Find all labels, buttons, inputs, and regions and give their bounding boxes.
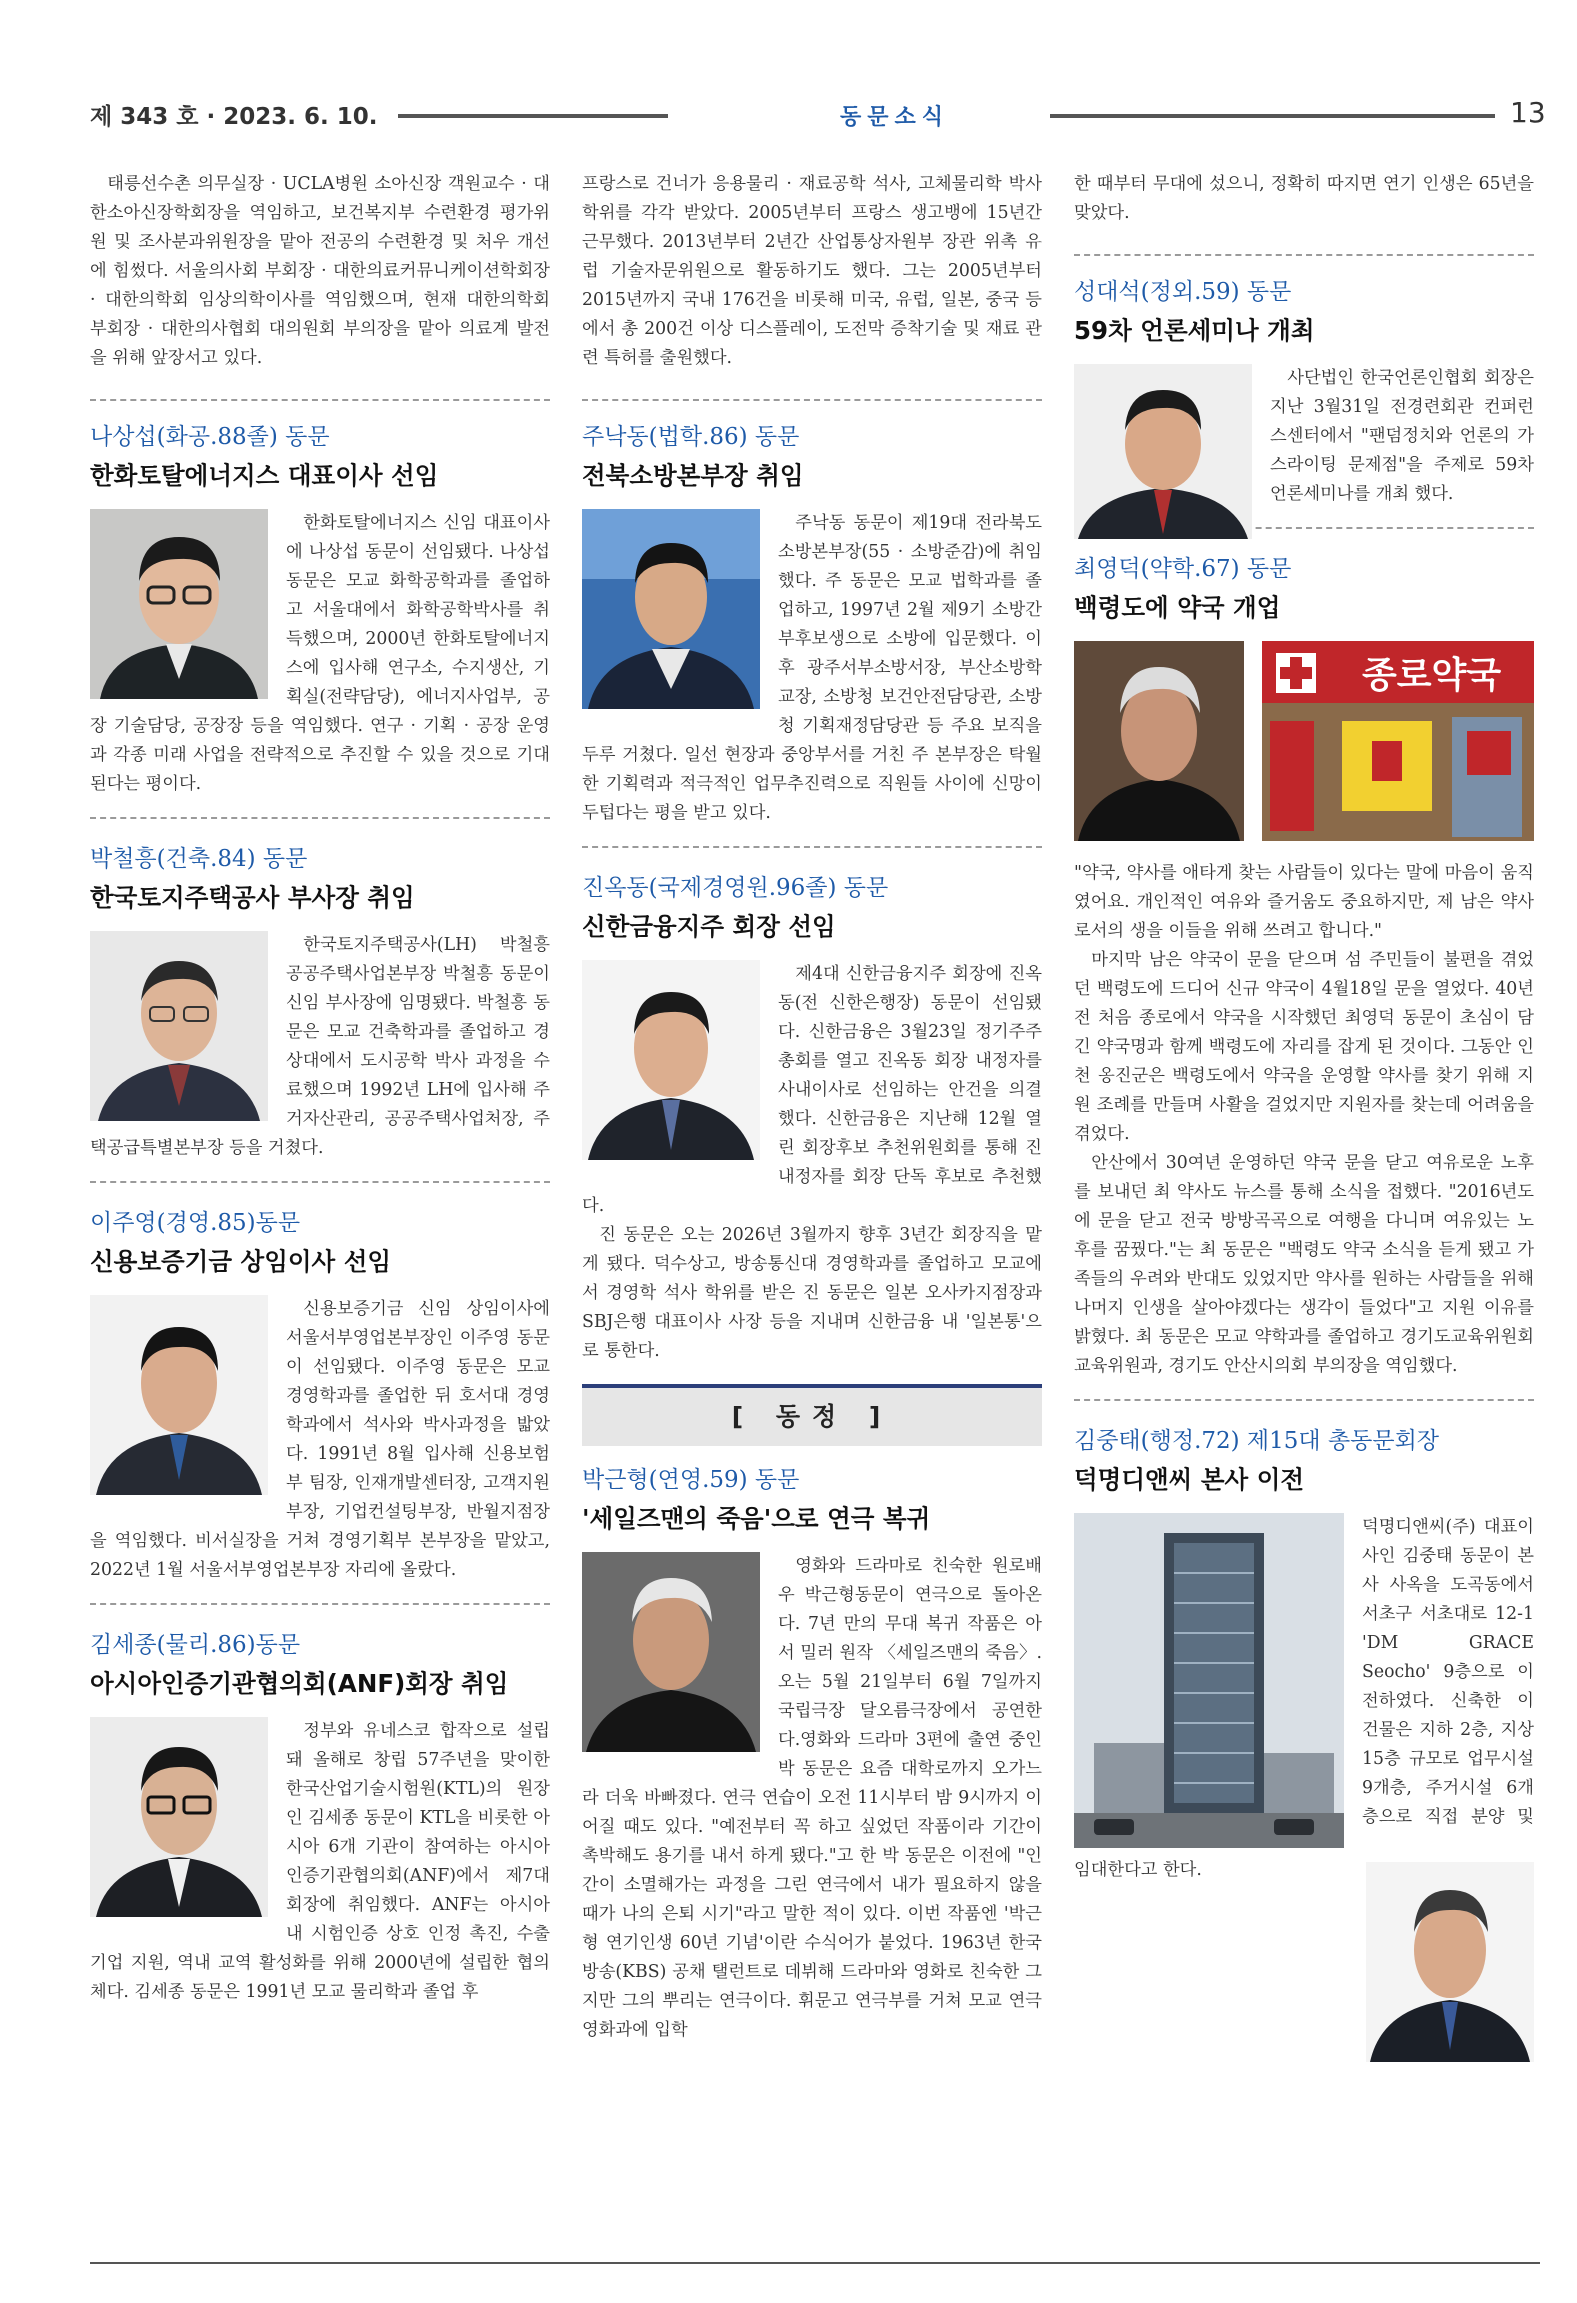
- article-alumni-name: 진옥동(국제경영원.96졸) 동문: [582, 875, 889, 901]
- portrait-photo: [90, 509, 268, 699]
- portrait-photo: [90, 931, 268, 1121]
- pharmacy-photo: [1262, 641, 1534, 841]
- column-3: [1074, 170, 1534, 2070]
- article-alumni-name: 박근형(연영.59) 동문: [582, 1467, 800, 1493]
- article-alumni-name: 나상섭(화공.88졸) 동문: [90, 424, 330, 450]
- portrait-photo: [582, 960, 760, 1160]
- article-body: 한화토탈에너지스 신임 대표이사에 나상섭 동문이 선임됐다. 나상섭 동문은 모교 화학공학과를 졸업하고 서울대에서 화학공학박사를 취득했으며, 2000년 한화토탈에너지스에 입사해 연구소, 수지생산, 기획실(전략담당), 에너지사업부, 공장 기술담당, 공장장 등을 역임했다. 연구 · 기획 · 공장 운영과 각종 미래 사업을 전략적으로 추진할 수 있을 것으로 기대된다는 평이다.: [90, 513, 550, 794]
- article-headline: 한화토탈에너지스 대표이사 선임: [90, 461, 439, 490]
- article-headline: 아시아인증기관협의회(ANF)회장 취임: [90, 1669, 509, 1698]
- article-kim-jungtae: [1074, 1425, 1534, 1885]
- portrait-photo: [582, 1552, 760, 1752]
- article-headline: '세일즈맨의 죽음'으로 연극 복귀: [582, 1504, 931, 1533]
- photo-row: [1074, 641, 1534, 841]
- footer-rule: [90, 2262, 1540, 2264]
- section-title-bar: [ 동정 ]: [582, 1384, 1042, 1446]
- page-header: [90, 96, 1546, 138]
- header-rule-left: [398, 114, 668, 118]
- portrait-photo: [1074, 641, 1244, 841]
- article-headline: 한국토지주택공사 부사장 취임: [90, 883, 415, 912]
- article-body: 한국토지주택공사(LH) 박철흥 공공주택사업본부장 박철흥 동문이 신임 부사장에 임명됐다. 박철흥 동문은 모교 건축학과를 졸업하고 경상대에서 도시공학 박사 과정을 수료했으며 1992년 LH에 입사해 주거자산관리, 공공주택사업처장, 주택공급특별본부장 등을 거쳤다.: [90, 935, 550, 1158]
- article-body: 정부와 유네스코 합작으로 설립돼 올해로 창립 57주년을 맞이한 한국산업기술시험원(KTL)의 원장인 김세종 동문이 KTL을 비롯한 아시아 6개 기관이 참여하는 아시아인증기관협의회(ANF)에서 제7대 회장에 취임했다. ANF는 아시아 내 시험인증 상호 인정 촉진, 수출기업 지원, 역내 교역 활성화를 위해 2000년에 설립한 협의체다. 김세종 동문은 1991년 모교 물리학과 졸업 후: [90, 1721, 550, 2002]
- article-alumni-name: 김중태(행정.72) 제15대 총동문회장: [1074, 1428, 1440, 1454]
- article-park-cheolheung: [90, 843, 550, 1163]
- article-seong-daeseok: [1074, 276, 1534, 509]
- portrait-photo: [1074, 364, 1252, 539]
- article-quote: "약국, 약사를 애타게 찾는 사람들이 있다는 말에 마음이 움직였어요. 개인적인 여유와 즐거움도 중요하지만, 제 남은 약사로서의 생을 이들을 위해 쓰려고 합니다.": [1074, 863, 1534, 941]
- continued-text: 한 때부터 무대에 섰으니, 정확히 따지면 연기 인생은 65년을 맞았다.: [1074, 174, 1534, 223]
- article-na-sangseop: [90, 421, 550, 799]
- article-alumni-name: 최영덕(약학.67) 동문: [1074, 556, 1292, 582]
- continued-text: 태릉선수촌 의무실장 · UCLA병원 소아신장 객원교수 · 대한소아신장학회장을 역임하고, 보건복지부 수련환경 평가위원 및 조사분과위원장을 맡아 전공의 수련환경 및 처우 개선에 힘썼다. 서울의사회 부회장 · 대한의료커뮤니케이션학회장 · 대한의학회 임상의학이사를 역임했으며, 현재 대한의학회 부회장 · 대한의사협회 대의원회 부의장을 맡아 의료계 발전을 위해 앞장서고 있다.: [90, 174, 550, 368]
- article-headline: 덕명디앤씨 본사 이전: [1074, 1465, 1305, 1494]
- article-ju-nakdong: [582, 421, 1042, 828]
- article-body-continued: 진 동문은 오는 2026년 3월까지 향후 3년간 회장직을 맡게 됐다. 덕수상고, 방송통신대 경영학과를 졸업하고 모교에서 경영학 석사 학위를 받은 진 동문은 일본 오사카지점장과 SBJ은행 대표이사 사장 등을 지내며 신한금융 내 '일본통'으로 통한다.: [582, 1225, 1042, 1361]
- article-body: 사단법인 한국언론인협회 회장은 지난 3월31일 전경련회관 컨퍼런스센터에서 "팬덤정치와 언론의 가스라이팅 문제점"을 주제로 59차 언론세미나를 개최 했다.: [1270, 368, 1534, 504]
- column-2: [582, 170, 1042, 2045]
- article-body: 주낙동 동문이 제19대 전라북도 소방본부장(55 · 소방준감)에 취임했다. 주 동문은 모교 법학과를 졸업하고, 1997년 2월 제9기 소방간부후보생으로 소방에 입문했다. 이후 광주서부소방서장, 부산소방학교장, 소방청 보건안전담당관, 소방청 기획재정담당관 등 주요 보직을 두루 거쳤다. 일선 현장과 중앙부서를 거친 주 본부장은 탁월한 기획력과 적극적인 업무추진력으로 직원들 사이에 신망이 두텁다는 평을 받고 있다.: [582, 513, 1042, 823]
- article-body: 덕명디앤씨(주) 대표이사인 김중태 동문이 본사 사옥을 도곡동에서 서초구 서초대로 12-1 'DM GRACE Seocho' 9층으로 이전하였다. 신축한 이 건물은 지하 2층, 지상 15층 규모로 업무시설 9개층, 주거시설 6개 층으로 직접 분양 및 임대한다고 한다.: [1074, 1517, 1534, 1880]
- continued-text: 프랑스로 건너가 응용물리 · 재료공학 석사, 고체물리학 박사 학위를 각각 받았다. 2005년부터 프랑스 생고뱅에 15년간 근무했다. 2013년부터 2년간 산업통상자원부 장관 위촉 유럽 기술자문위원으로 활동하기도 했다. 그는 2005년부터 2015년까지 국내 176건을 비롯해 미국, 유럽, 일본, 중국 등에서 총 200건 이상 디스플레이, 도전막 증착기술 및 재료 관련 특허를 출원했다.: [582, 174, 1042, 368]
- article-jin-okdong: [582, 872, 1042, 1366]
- portrait-photo: [90, 1295, 268, 1495]
- article-lee-juyoung: [90, 1207, 550, 1585]
- article-choi-youngdeok: [1074, 553, 1534, 1381]
- column-1: [90, 170, 550, 2007]
- page-number: 13: [1510, 96, 1546, 129]
- article-body-continued: 안산에서 30여년 운영하던 약국 문을 닫고 여유로운 노후를 보내던 최 약사도 뉴스를 통해 소식을 접했다. "2016년도에 문을 닫고 전국 방방곡곡으로 여행을 다니며 여유있는 노후를 꿈꿨다."는 최 동문은 "백령도 약국 소식을 듣게 됐고 가족들의 우려와 반대도 있었지만 약사를 원하는 사람들을 위해 나머지 인생을 살아야겠다는 생각이 들었다"고 지원 이유를 밝혔다. 최 동문은 모교 약학과를 졸업하고 경기도교육위원회 교육위원과, 경기도 안산시의회 부의장을 역임했다.: [1074, 1153, 1534, 1376]
- article-body: 영화와 드라마로 친숙한 원로배우 박근형동문이 연극으로 돌아온다. 7년 만의 무대 복귀 작품은 아서 밀러 원작 〈세일즈맨의 죽음〉. 오는 5월 21일부터 6월 7일까지 국립극장 달오름극장에서 공연한다.영화와 드라마 3편에 출연 중인 박 동문은 요즘 대학로까지 오가느라 더욱 바빠졌다. 연극 연습이 오전 11시부터 밤 9시까지 이어질 때도 있다. "예전부터 꼭 하고 싶었던 작품이라 기간이 촉박해도 용기를 내서 하게 됐다."고 한 박 동문은 이전에 "인간이 소멸해가는 과정을 그린 연극에서 내가 필요하지 않을 때가 나의 은퇴 시기"라고 말한 적이 있다. 이번 작품엔 '박근형 연기인생 60년 기념'이란 수식어가 붙었다. 1963년 한국방송(KBS) 공채 탤런트로 데뷔해 드라마와 영화로 친숙한 그지만 그의 뿌리는 연극이다. 휘문고 연극부를 거쳐 모교 연극영화과에 입학: [582, 1556, 1042, 2040]
- article-alumni-name: 김세종(물리.86)동문: [90, 1632, 301, 1658]
- article-body: 신용보증기금 신임 상임이사에 서울서부영업본부장인 이주영 동문이 선임됐다. 이주영 동문은 모교 경영학과를 졸업한 뒤 호서대 경영학과에서 석사와 박사과정을 밟았다. 1991년 8월 입사해 신용보험부 팀장, 인재개발센터장, 고객지원부장, 기업컨설팅부장, 반월지점장을 역임했다. 비서실장을 거쳐 경영기획부 본부장을 맡았고, 2022년 1월 서울서부영업본부장 자리에 올랐다.: [90, 1299, 550, 1580]
- article-alumni-name: 성대석(정외.59) 동문: [1074, 279, 1292, 305]
- article-alumni-name: 주낙동(법학.86) 동문: [582, 424, 800, 450]
- article-headline: 백령도에 약국 개업: [1074, 593, 1281, 622]
- header-rule-right: [1050, 114, 1495, 118]
- portrait-photo: [582, 509, 760, 709]
- article-body: 제4대 신한금융지주 회장에 진옥동(전 신한은행장) 동문이 선임됐다. 신한금융은 3월23일 정기주주총회를 열고 진옥동 회장 내정자를 사내이사로 선임하는 안건을 의결했다. 신한금융은 지난해 12월 열린 회장후보 추천위원회를 통해 진 내정자를 회장 단독 후보로 추천했다.: [582, 964, 1042, 1216]
- article-body: 마지막 남은 약국이 문을 닫으며 섬 주민들이 불편을 겪었던 백령도에 드디어 신규 약국이 4월18일 문을 열었다. 40년 전 처음 종로에서 약국을 시작했던 최영덕 동문이 초심이 담긴 약국명과 함께 백령도에 자리를 잡게 된 것이다. 그동안 인천 옹진군은 백령도에서 약국을 운영할 약사를 찾기 위해 지원 조례를 만들며 사활을 걸었지만 지원자를 찾는데 어려움을 겪었다.: [1074, 950, 1534, 1144]
- article-park-geunhyung: [582, 1464, 1042, 2045]
- portrait-photo: [90, 1717, 268, 1917]
- article-headline: 전북소방본부장 취임: [582, 461, 804, 490]
- section-name: 동문소식: [840, 105, 950, 130]
- building-photo: [1074, 1513, 1344, 1848]
- article-headline: 신한금융지주 회장 선임: [582, 912, 836, 941]
- article-kim-sejong: [90, 1629, 550, 2007]
- issue-info: 제 343 호 · 2023. 6. 10.: [90, 104, 378, 130]
- article-headline: 신용보증기금 상임이사 선임: [90, 1247, 392, 1276]
- article-alumni-name: 박철흥(건축.84) 동문: [90, 846, 308, 872]
- portrait-photo: [1366, 1862, 1534, 2062]
- article-alumni-name: 이주영(경영.85)동문: [90, 1210, 301, 1236]
- pharmacy-sign-text: 종로약국: [1362, 655, 1502, 696]
- article-headline: 59차 언론세미나 개최: [1074, 316, 1315, 345]
